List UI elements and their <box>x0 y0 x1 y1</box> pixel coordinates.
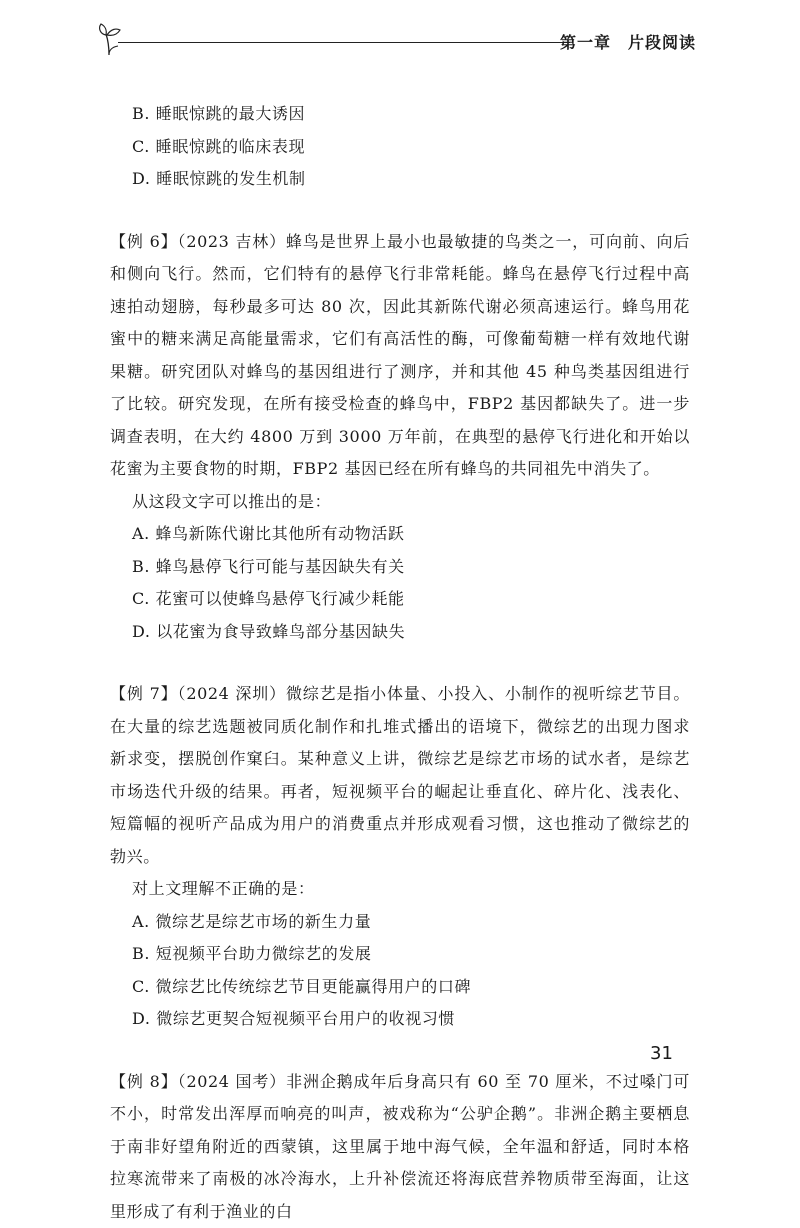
option-b: B. 睡眠惊跳的最大诱因 <box>110 98 690 131</box>
example-7-question: 对上文理解不正确的是： <box>110 873 690 906</box>
example-8-tag: 【例 8】 <box>110 1072 178 1091</box>
page-number: 31 <box>650 1043 673 1064</box>
example-7 <box>110 678 690 1036</box>
example-7-source: （2024 深圳） <box>178 684 286 703</box>
example-6-option-c: C. 花蜜可以使蜂鸟悬停飞行减少耗能 <box>110 583 690 616</box>
example-7-option-d: D. 微综艺更契合短视频平台用户的收视习惯 <box>110 1003 690 1036</box>
option-d: D. 睡眠惊跳的发生机制 <box>110 163 690 196</box>
page-header <box>96 20 696 60</box>
header-rule <box>118 42 570 43</box>
example-8-source: （2024 国考） <box>178 1072 287 1091</box>
example-7-text: 微综艺是指小体量、小投入、小制作的视听综艺节目。在大量的综艺选题被同质化制作和扎堆式播出的语境下，微综艺的出现力图求新求变，摆脱创作窠臼。某种意义上讲，微综艺是综艺市场的试水者，是综艺市场迭代升级的结果。再者，短视频平台的崛起让垂直化、碎片化、浅表化、短篇幅的视听产品成为用户的消费重点并形成观看习惯，这也推动了微综艺的勃兴。 <box>110 684 690 866</box>
example-6-option-a: A. 蜂鸟新陈代谢比其他所有动物活跃 <box>110 518 690 551</box>
example-7-option-a: A. 微综艺是综艺市场的新生力量 <box>110 906 690 939</box>
example-6-question: 从这段文字可以推出的是： <box>110 486 690 519</box>
example-6-source: （2023 吉林） <box>178 232 286 251</box>
sprout-icon <box>96 20 130 56</box>
example-8 <box>110 1066 690 1228</box>
example-7-option-c: C. 微综艺比传统综艺节目更能赢得用户的口碑 <box>110 971 690 1004</box>
example-6-text: 蜂鸟是世界上最小也最敏捷的鸟类之一，可向前、向后和侧向飞行。然而，它们特有的悬停飞行非常耗能。蜂鸟在悬停飞行过程中高速拍动翅膀，每秒最多可达 80 次，因此其新陈代谢必须高速运行。蜂鸟用花蜜中的糖来满足高能量需求，它们有高活性的酶，可像葡萄糖一样有效地代谢果糖。研究团队对蜂鸟的基因组进行了测序，并和其他 45 种鸟类基因组进行了比较。研究发现，在所有接受检查的蜂鸟中，FBP2 基因都缺失了。进一步调查表明，在大约 4800 万到 3000 万年前，在典型的悬停飞行进化和开始以花蜜为主要食物的时期，FBP2 基因已经在所有蜂鸟的共同祖先中消失了。 <box>110 232 690 479</box>
example-6 <box>110 226 690 649</box>
previous-question-options <box>110 98 690 196</box>
example-6-option-d: D. 以花蜜为食导致蜂鸟部分基因缺失 <box>110 616 690 649</box>
chapter-title: 第一章 片段阅读 <box>560 30 696 53</box>
example-7-option-b: B. 短视频平台助力微综艺的发展 <box>110 938 690 971</box>
example-6-tag: 【例 6】 <box>110 232 178 251</box>
example-8-passage <box>110 1066 690 1228</box>
example-8-text: 非洲企鹅成年后身高只有 60 至 70 厘米，不过嗓门可不小，时常发出浑厚而响亮的叫声，被戏称为“公驴企鹅”。非洲企鹅主要栖息于南非好望角附近的西蒙镇，这里属于地中海气候，全年温和舒适，同时本格拉寒流带来了南极的冰冷海水，上升补偿流还将海底营养物质带至海面，让这里形成了有利于渔业的白 <box>110 1072 690 1221</box>
example-6-passage <box>110 226 690 486</box>
example-6-option-b: B. 蜂鸟悬停飞行可能与基因缺失有关 <box>110 551 690 584</box>
example-7-passage <box>110 678 690 873</box>
option-c: C. 睡眠惊跳的临床表现 <box>110 131 690 164</box>
page-content <box>110 98 690 1228</box>
example-7-tag: 【例 7】 <box>110 684 178 703</box>
